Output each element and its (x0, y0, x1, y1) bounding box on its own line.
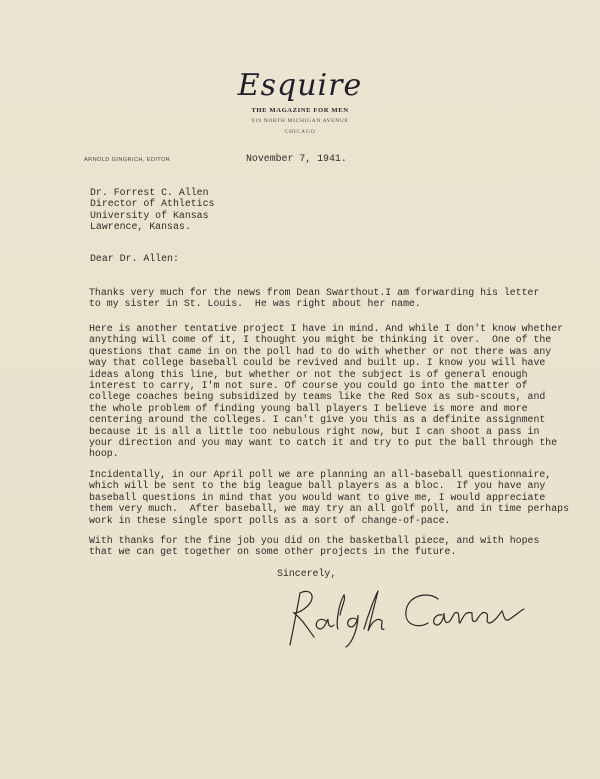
address-line: Director of Athletics (90, 198, 215, 210)
closing: Sincerely, (277, 568, 337, 579)
text-line: ideas along this line, but whether or not the subject is of general enough (89, 368, 528, 380)
text-line: anything will come of it, I thought you might be thinking it over. One of the (89, 334, 552, 346)
text-line: way that college baseball could be revived and built up. I know you will have (89, 357, 546, 369)
text-line: centering around the colleges. I can't give you this as a definite assignment (89, 414, 546, 426)
address-line: Dr. Forrest C. Allen (90, 187, 209, 198)
text-line: Thanks very much for the news from Dean Swarthout.I am forwarding his letter (89, 287, 540, 298)
address-line: Lawrence, Kansas. (90, 221, 191, 233)
text-line: hoop. (89, 448, 119, 460)
text-line: because it is all a little too nebulous right now, but I can shoot a pass in (89, 425, 540, 437)
letterhead-tagline: THE MAGAZINE FOR MEN (251, 107, 349, 114)
paragraph-1 (89, 287, 539, 310)
text-line: them very much. After baseball, we may try an all golf poll, and in time perhaps (89, 503, 570, 515)
text-line: baseball questions in mind that you would want to give me, I would appreciate (89, 491, 546, 503)
esquire-logo: Esquire (237, 68, 363, 103)
text-line: your direction and you may want to catch it and try to put the ball through the (89, 436, 558, 448)
text-line: Here is another tentative project I have in mind. And while I don't know whether (89, 323, 564, 334)
letterhead-editor: ARNOLD GINGRICH, EDITOR (84, 157, 171, 163)
text-line: which will be sent to the big league ball players as a bloc. If you have any (89, 480, 546, 492)
handwritten-signature (278, 585, 528, 650)
text-line: the whole problem of finding young ball players I believe is more and more (89, 402, 528, 414)
letter-date: November 7, 1941. (246, 153, 347, 164)
text-line: interest to carry, I'm not sure. Of course you could go into the matter of (89, 379, 528, 391)
text-line: With thanks for the fine job you did on the basketball piece, and with hopes (89, 535, 540, 546)
paragraph-4 (89, 535, 539, 558)
address-line: University of Kansas (90, 209, 209, 221)
text-line: Incidentally, in our April poll we are planning an all-baseball questionnaire, (89, 469, 552, 480)
text-line: to my sister in St. Louis. He was right about her name. (89, 298, 421, 310)
letterhead-city: CHICAGO (284, 129, 316, 135)
letterhead-address: 919 NORTH MICHIGAN AVENUE (251, 118, 349, 124)
salutation: Dear Dr. Allen: (90, 253, 179, 264)
paragraph-2 (89, 323, 563, 460)
text-line: college coaches being subsidized by teams like the Red Sox as sub-scouts, and (89, 391, 546, 403)
text-line: that we can get together on some other projects in the future. (89, 546, 457, 558)
paragraph-3 (89, 469, 569, 526)
text-line: questions that came in on the poll had to do with whether or not there was any (89, 345, 552, 357)
recipient-address (90, 187, 214, 233)
text-line: work in these single sport polls as a sort of change-of-pace. (89, 514, 451, 526)
